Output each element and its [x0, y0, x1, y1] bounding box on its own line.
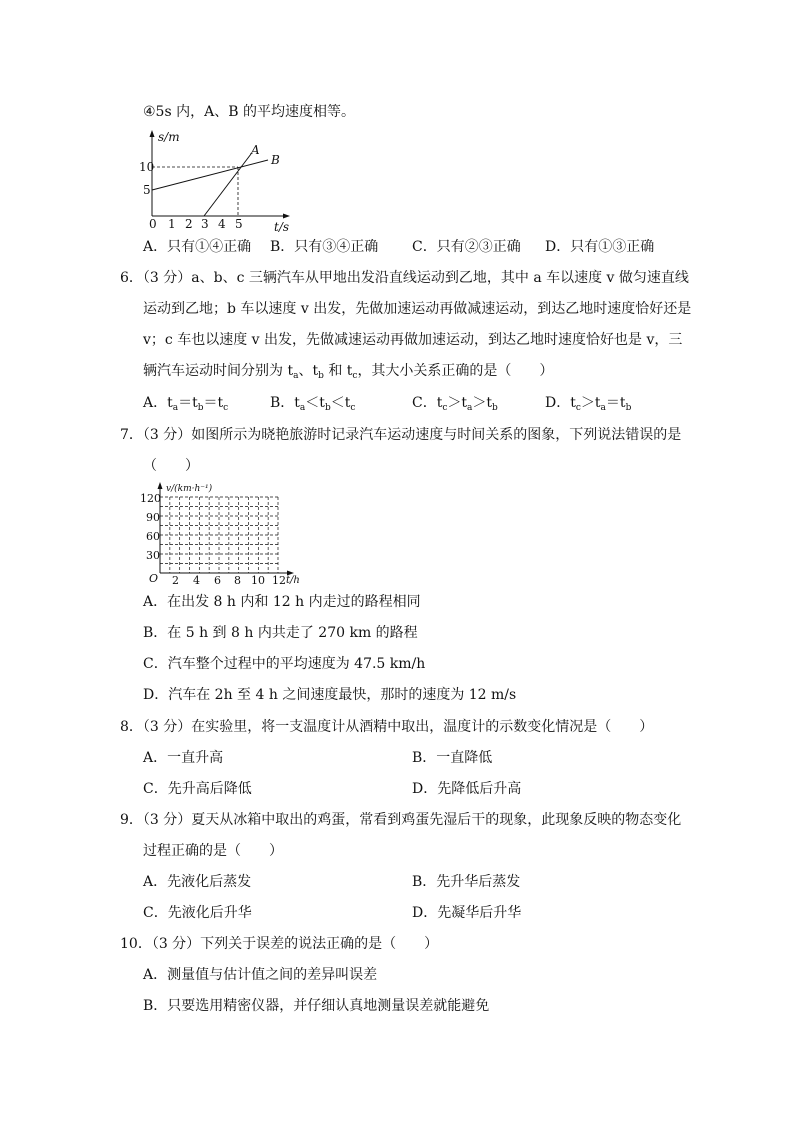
q5-y-axis-arrow — [150, 130, 155, 137]
q7-y-axis-arrow — [158, 482, 163, 489]
q8-option-d: D．先降低后升高 — [412, 781, 522, 797]
q5-x-tick-2: 2 — [185, 217, 193, 231]
q7-y-tick-60: 60 — [146, 530, 160, 543]
q6-stem-line-4: 辆汽车运动时间分别为 $t_a$、$t_b$ 和 $t_c$，其大小关系正确的是（ ） — [143, 363, 554, 381]
q5-statement-4: ④5s 内，A、B 的平均速度相等。 — [143, 104, 355, 120]
q5-line-a-label: A — [251, 143, 260, 157]
q7-velocity-time-graph — [138, 480, 304, 586]
q7-y-axis-label: v/(km·h⁻¹) — [166, 484, 213, 494]
q6-stem-line-2: 运动到乙地；b 车以速度 v 出发，先做加速运动再做减速运动，到达乙地时速度恰好还是 — [143, 301, 692, 317]
q6-option-c: C．$t_c>t_a>t_b$ — [412, 395, 498, 413]
q7-y-tick-30: 30 — [146, 549, 160, 562]
q7-option-d: D．汽车在 2h 至 4 h 之间速度最快，那时的速度为 12 m/s — [143, 687, 517, 703]
q7-y-tick-90: 90 — [146, 511, 160, 524]
q5-x-tick-3: 3 — [201, 217, 209, 231]
q7-option-a: A．在出发 8 h 内和 12 h 内走过的路程相同 — [143, 594, 421, 610]
q7-origin-label: O — [149, 572, 159, 585]
q8-option-b: B．一直降低 — [412, 750, 493, 766]
q7-x-tick-6: 6 — [214, 574, 221, 586]
q10-option-b: B．只要选用精密仪器，并仔细认真地测量误差就能避免 — [143, 998, 490, 1014]
q6-option-b: B．$t_a<t_b<t_c$ — [270, 395, 356, 413]
q5-x-tick-4: 4 — [218, 217, 226, 231]
q9-option-b: B．先升华后蒸发 — [412, 874, 521, 890]
q7-y-tick-120: 120 — [140, 492, 161, 505]
q9-option-c: C．先液化后升华 — [143, 905, 252, 921]
q8-option-c: C．先升高后降低 — [143, 781, 252, 797]
q5-x-axis-label: t/s — [274, 220, 290, 234]
q7-x-tick-8: 8 — [234, 574, 241, 586]
q5-x-tick-1: 1 — [168, 217, 176, 231]
q9-stem-line-1: 9．（3 分）夏天从冰箱中取出的鸡蛋，常看到鸡蛋先湿后干的现象，此现象反映的物态变化 — [120, 812, 682, 828]
q10-stem: 10．（3 分）下列关于误差的说法正确的是（ ） — [120, 936, 439, 952]
q5-y-axis-label: s/m — [158, 130, 180, 144]
q6-stem-line-1: 6．（3 分）a、b、c 三辆汽车从甲地出发沿直线运动到乙地，其中 a 车以速度 v 做匀速直线 — [120, 270, 689, 286]
q10-option-a: A．测量值与估计值之间的差异叫误差 — [143, 967, 378, 983]
q7-x-tick-2: 2 — [172, 574, 179, 586]
q5-line-b-label: B — [271, 153, 280, 167]
q6-option-a: A．$t_a=t_b=t_c$ — [143, 395, 229, 413]
q7-x-tick-4: 4 — [193, 574, 200, 586]
q5-option-c: C．只有②③正确 — [412, 239, 521, 255]
q5-line-a — [204, 154, 251, 216]
q5-x-axis-arrow — [283, 214, 290, 219]
q7-grid — [160, 497, 278, 573]
q5-option-a: A．只有①④正确 — [143, 239, 252, 255]
q7-x-tick-12: 12 — [272, 574, 286, 586]
q9-stem-line-2: 过程正确的是（ ） — [143, 843, 283, 859]
q5-option-d: D．只有①③正确 — [545, 239, 655, 255]
q5-y-tick-10: 10 — [139, 160, 155, 174]
q7-option-c: C．汽车整个过程中的平均速度为 47.5 km/h — [143, 656, 426, 672]
q7-x-tick-10: 10 — [251, 574, 265, 586]
q9-option-a: A．先液化后蒸发 — [143, 874, 252, 890]
q7-option-b: B．在 5 h 到 8 h 内共走了 270 km 的路程 — [143, 625, 418, 641]
q7-x-axis-label: t/h — [286, 575, 300, 586]
q5-y-tick-5: 5 — [143, 183, 151, 197]
q6-stem-line-3: v；c 车也以速度 v 出发，先做减速运动再做加速运动，到达乙地时速度恰好也是 v，三 — [143, 332, 683, 348]
q7-stem-line-1: 7．（3 分）如图所示为晓艳旅游时记录汽车运动速度与时间关系的图象，下列说法错误的是 — [120, 427, 682, 443]
q5-x-tick-5: 5 — [235, 217, 243, 231]
q5-x-tick-0: 0 — [149, 217, 157, 231]
q9-option-d: D．先凝华后升华 — [412, 905, 522, 921]
q8-stem: 8．（3 分）在实验里，将一支温度计从酒精中取出，温度计的示数变化情况是（ ） — [120, 719, 654, 735]
q5-option-b: B．只有③④正确 — [270, 239, 379, 255]
q7-stem-line-2: （ ） — [143, 458, 199, 474]
q5-line-b — [152, 160, 268, 190]
q8-option-a: A．一直升高 — [143, 750, 224, 766]
q6-option-d: D．$t_c>t_a=t_b$ — [545, 395, 632, 413]
q5-position-time-graph — [138, 128, 298, 234]
